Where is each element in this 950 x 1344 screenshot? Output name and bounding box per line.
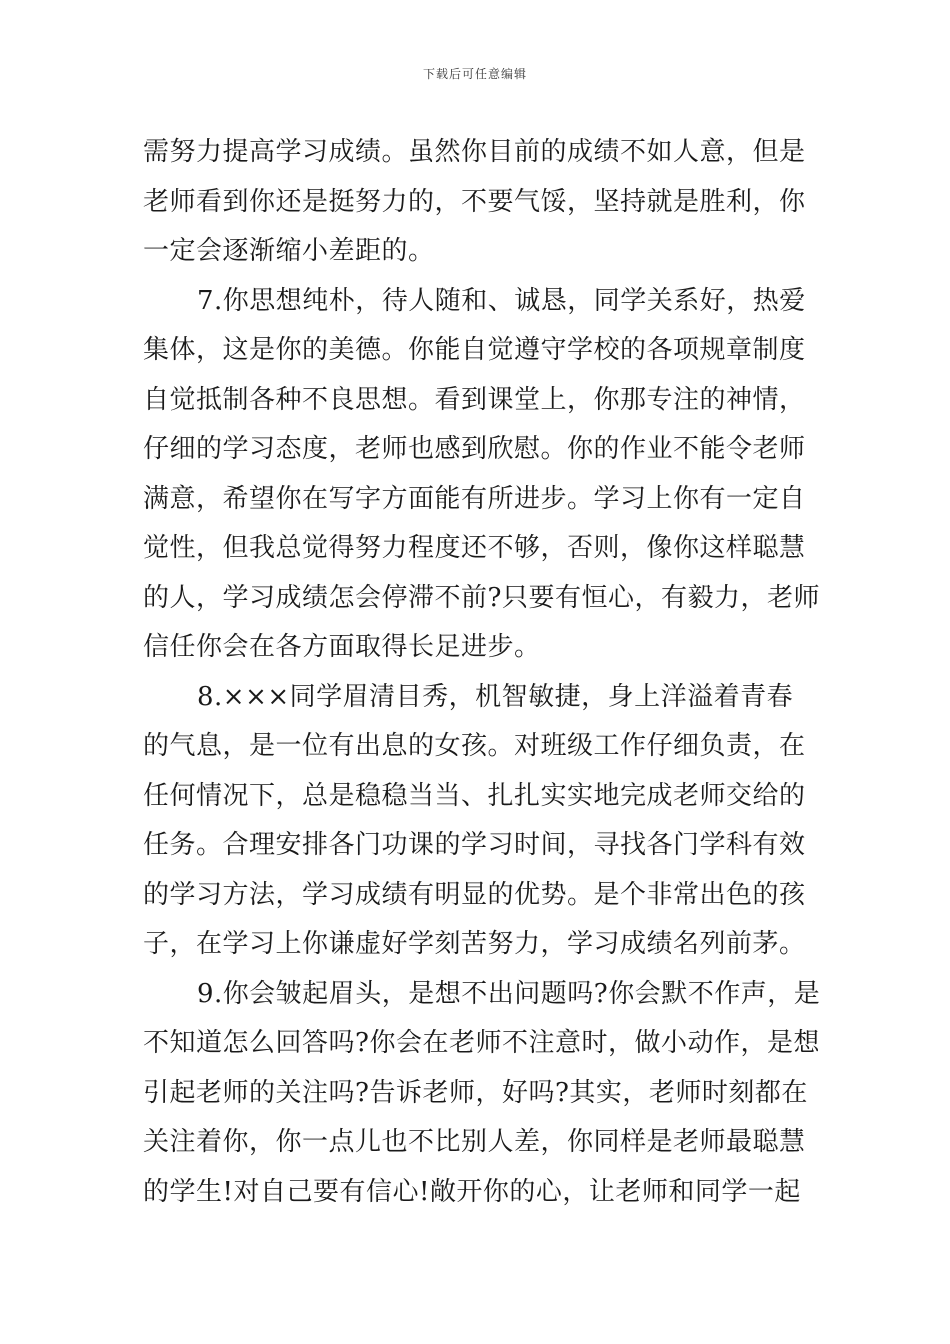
text-line: 觉性，但我总觉得努力程度还不够，否则，像你这样聪慧 [143, 533, 806, 563]
text-line: 不知道怎么回答吗?你会在老师不注意时，做小动作，是想 [143, 1028, 820, 1058]
text-line: 任何情况下，总是稳稳当当、扎扎实实地完成老师交给的 [143, 780, 806, 811]
text-line: 集体，这是你的美德。你能自觉遵守学校的各项规章制度 [143, 335, 806, 365]
text-line: 老师看到你还是挺努力的，不要气馁，坚持就是胜利，你 [143, 186, 806, 217]
text-line: 的人，学习成绩怎会停滞不前?只要有恒心，有毅力，老师 [143, 582, 820, 613]
text-line: 子，在学习上你谦虚好学刻苦努力，学习成绩名列前茅。 [143, 929, 806, 959]
paragraph-9-start: 9.你会皱起眉头，是想不出问题吗?你会默不作声，是 [197, 978, 821, 1009]
text-line: 引起老师的关注吗?告诉老师，好吗?其实，老师时刻都在 [143, 1077, 808, 1108]
page-header-note: 下载后可任意编辑 [422, 67, 527, 81]
text-line: 一定会逐渐缩小差距的。 [143, 236, 435, 266]
text-line: 自觉抵制各种不良思想。看到课堂上，你那专注的神情， [143, 384, 806, 415]
text-line: 的气息，是一位有出息的女孩。对班级工作仔细负责，在 [143, 731, 806, 761]
text-line: 需努力提高学习成绩。虽然你目前的成绩不如人意，但是 [143, 137, 806, 167]
text-line: 的学生!对自己要有信心!敞开你的心，让老师和同学一起 [143, 1176, 801, 1207]
text-line: 仔细的学习态度，老师也感到欣慰。你的作业不能令老师 [143, 434, 806, 464]
text-line: 信任你会在各方面取得长足进步。 [143, 632, 541, 662]
text-line: 的学习方法，学习成绩有明显的优势。是个非常出色的孩 [143, 879, 806, 910]
text-line: 满意，希望你在写字方面能有所进步。学习上你有一定自 [143, 483, 806, 514]
text-line: 关注着你，你一点儿也不比别人差，你同样是老师最聪慧 [143, 1127, 806, 1157]
text-line: 任务。合理安排各门功课的学习时间，寻找各门学科有效 [143, 830, 806, 860]
document-body [143, 128, 821, 1217]
paragraph-7-start: 7.你思想纯朴，待人随和、诚恳，同学关系好，热爱 [197, 285, 806, 316]
paragraph-8-start: 8.×××同学眉清目秀，机智敏捷，身上洋溢着青春 [197, 681, 794, 712]
